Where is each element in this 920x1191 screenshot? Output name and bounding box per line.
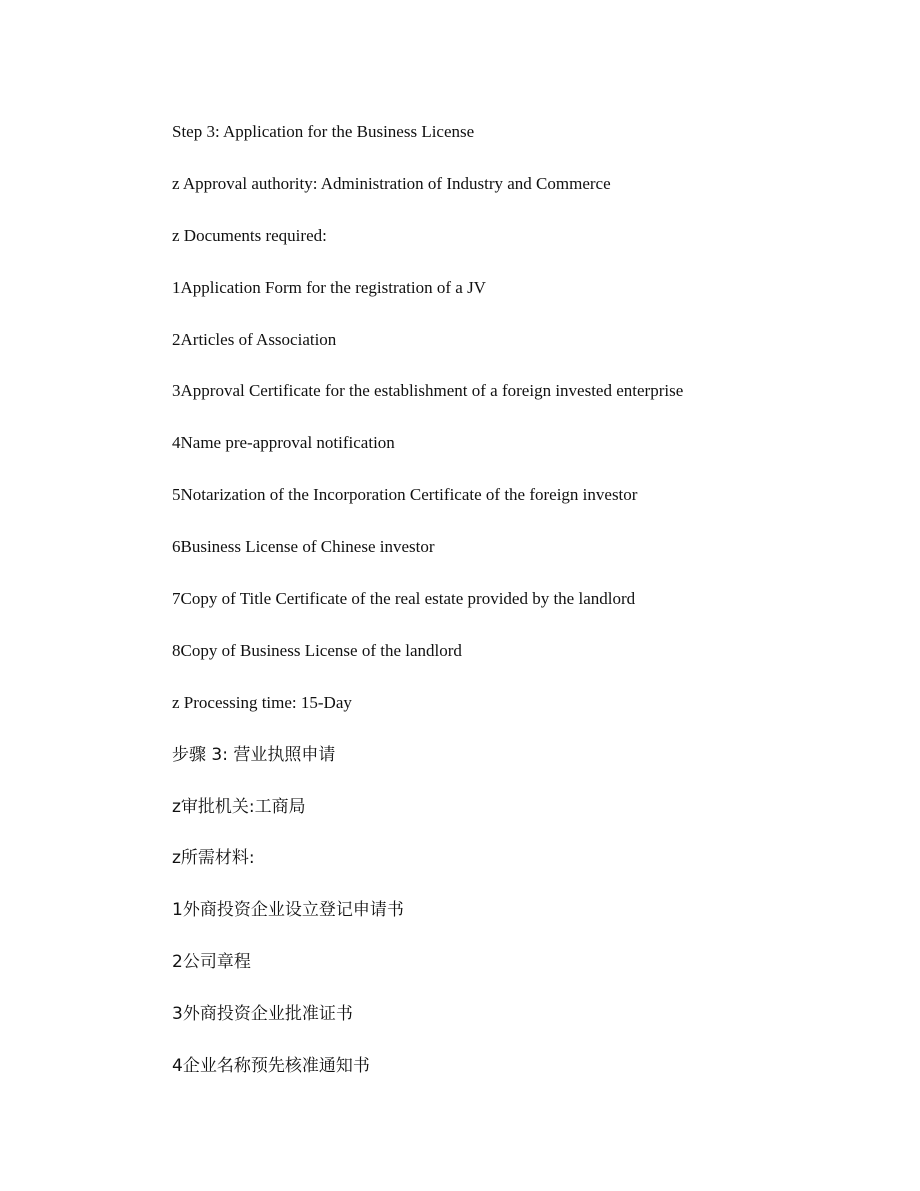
- document-item-en-4: 4Name pre-approval notification: [172, 433, 395, 453]
- document-item-en-5: 5Notarization of the Incorporation Certificate of the foreign investor: [172, 485, 638, 505]
- documents-required-en: z Documents required:: [172, 225, 327, 245]
- document-item-en-3: 3Approval Certificate for the establishment of a foreign invested enterprise: [172, 381, 684, 401]
- approval-authority-cn: z审批机关:工商局: [172, 796, 306, 817]
- documents-required-cn: z所需材料:: [172, 848, 255, 869]
- approval-authority-en: z Approval authority: Administration of Industry and Commerce: [172, 173, 611, 193]
- processing-time-en: z Processing time: 15-Day: [172, 692, 352, 712]
- document-item-cn-1: 1外商投资企业设立登记申请书: [172, 900, 404, 921]
- step-title-cn: 步骤 3: 营业执照申请: [172, 744, 336, 765]
- document-item-en-7: 7Copy of Title Certificate of the real estate provided by the landlord: [172, 589, 636, 609]
- step-title-en: Step 3: Application for the Business License: [172, 122, 475, 141]
- document-item-en-6: 6Business License of Chinese investor: [172, 537, 435, 557]
- document-item-cn-4: 4企业名称预先核准通知书: [172, 1056, 370, 1077]
- document-item-en-8: 8Copy of Business License of the landlord: [172, 640, 462, 660]
- document-item-en-1: 1Application Form for the registration of a JV: [172, 277, 486, 297]
- document-item-cn-2: 2公司章程: [172, 952, 251, 973]
- document-item-cn-3: 3外商投资企业批准证书: [172, 1004, 353, 1025]
- document-item-en-2: 2Articles of Association: [172, 329, 337, 349]
- document-body: [172, 120, 872, 1106]
